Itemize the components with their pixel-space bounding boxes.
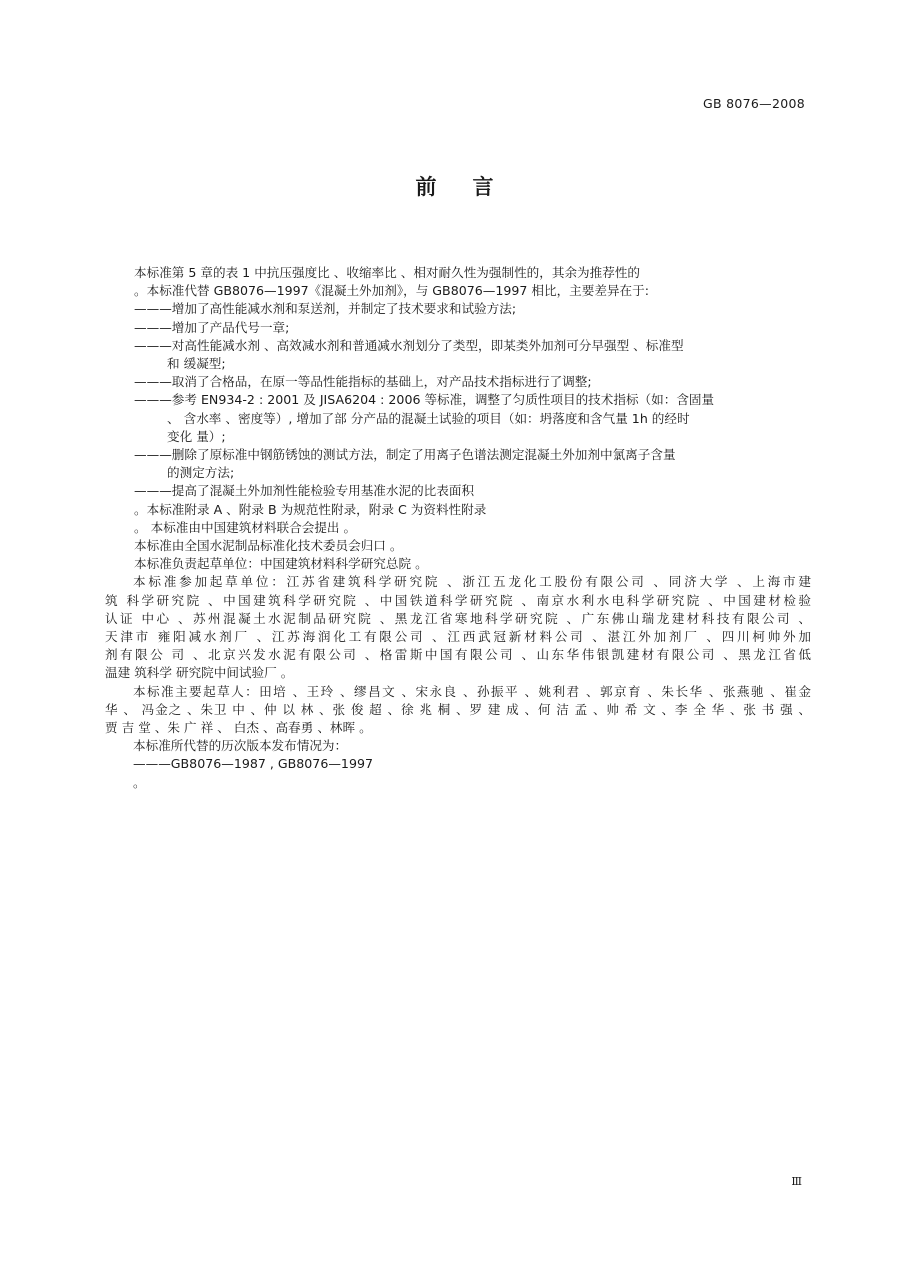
text-line: ———增加了高性能减水剂和泵送剂，并制定了技术要求和试验方法;: [134, 301, 517, 317]
page-number: Ⅲ: [791, 1175, 802, 1188]
text-line: 本标准主要起草人：田培 、王玲 、缪昌文 、宋永良 、孙振平 、姚利君 、郭京育 、朱长华 、张燕驰 、崔金: [133, 683, 811, 699]
text-line: 筑 科学研究院 、中国建筑科学研究院 、中国铁道科学研究院 、南京水利水电科学研究院 、中国建材检验: [105, 592, 811, 608]
text-line: 本标准参加起草单位：江苏省建筑科学研究院 、浙江五龙化工股份有限公司 、同济大学 、上海市建: [133, 574, 811, 590]
text-line: 变化 量）;: [167, 428, 226, 444]
text-line: 的测定方法;: [167, 465, 235, 481]
text-line: 本标准由全国水泥制品标准化技术委员会归口 。: [134, 538, 403, 554]
document-code: GB 8076—2008: [703, 96, 805, 111]
text-line: 。本标准代替 GB8076—1997《混凝土外加剂》，与 GB8076—1997 相比，主要差异在于:: [134, 283, 649, 299]
text-line: 、 含水率 、密度等）, 增加了部 分产品的混凝土试验的项目（如：坍落度和含气量 1h 的经时: [167, 410, 690, 426]
text-line: ———提高了混凝土外加剂性能检验专用基准水泥的比表面积: [134, 483, 475, 499]
text-line: ———参考 EN934-2 : 2001 及 JISA6204 : 2006 等标准，调整了匀质性项目的技术指标（如：含固量: [134, 392, 715, 408]
text-line: 剂有限公 司 、北京兴发水泥有限公司 、格雷斯中国有限公司 、山东华伟银凯建材有限公司 、黑龙江省低: [105, 647, 811, 663]
page-title: 前言: [415, 175, 530, 199]
text-line: 认证 中心 、苏州混凝土水泥制品研究院 、黑龙江省寒地科学研究院 、广东佛山瑞龙建材科技有限公司 、: [105, 610, 811, 626]
text-line: 。本标准附录 A 、附录 B 为规范性附录，附录 C 为资料性附录: [134, 501, 487, 517]
text-line: 本标准负责起草单位：中国建筑材料科学研究总院 。: [134, 556, 428, 572]
foreword-body: [105, 264, 811, 792]
text-line: 温建 筑科学 研究院中间试验厂 。: [105, 665, 294, 681]
text-line: 。: [133, 774, 146, 790]
text-line: 贾 吉 堂 、朱 广 祥 、 白杰 、高春勇 、林晖 。: [105, 720, 372, 736]
text-line: ———删除了原标准中钢筋锈蚀的测试方法，制定了用离子色谱法测定混凝土外加剂中氯离子含量: [134, 447, 676, 463]
text-line: 天津市 雍阳减水剂厂 、江苏海润化工有限公司 、江西武冠新材料公司 、湛江外加剂厂 、四川柯帅外加: [105, 629, 811, 645]
text-line: 。 本标准由中国建筑材料联合会提出 。: [134, 519, 357, 535]
text-line: 本标准第 5 章的表 1 中抗压强度比 、收缩率比 、相对耐久性为强制性的，其余为推荐性的: [134, 265, 641, 280]
text-line: ———GB8076—1987 , GB8076—1997: [133, 756, 373, 772]
text-line: ———对高性能减水剂 、高效减水剂和普通减水剂划分了类型，即某类外加剂可分早强型 、标准型: [134, 337, 684, 353]
text-line: 本标准所代替的历次版本发布情况为：: [133, 738, 348, 754]
text-line: 华 、 冯金之 、朱卫 中 、仲 以 林 、张 俊 超 、徐 兆 桐 、罗 建 成 、何 洁 孟 、帅 希 文 、李 全 华 、张 书 强 、: [105, 701, 811, 717]
text-line: ———增加了产品代号一章;: [134, 319, 290, 335]
text-line: 和 缓凝型;: [167, 356, 226, 372]
text-line: ———取消了合格品，在原一等品性能指标的基础上，对产品技术指标进行了调整;: [134, 374, 592, 390]
